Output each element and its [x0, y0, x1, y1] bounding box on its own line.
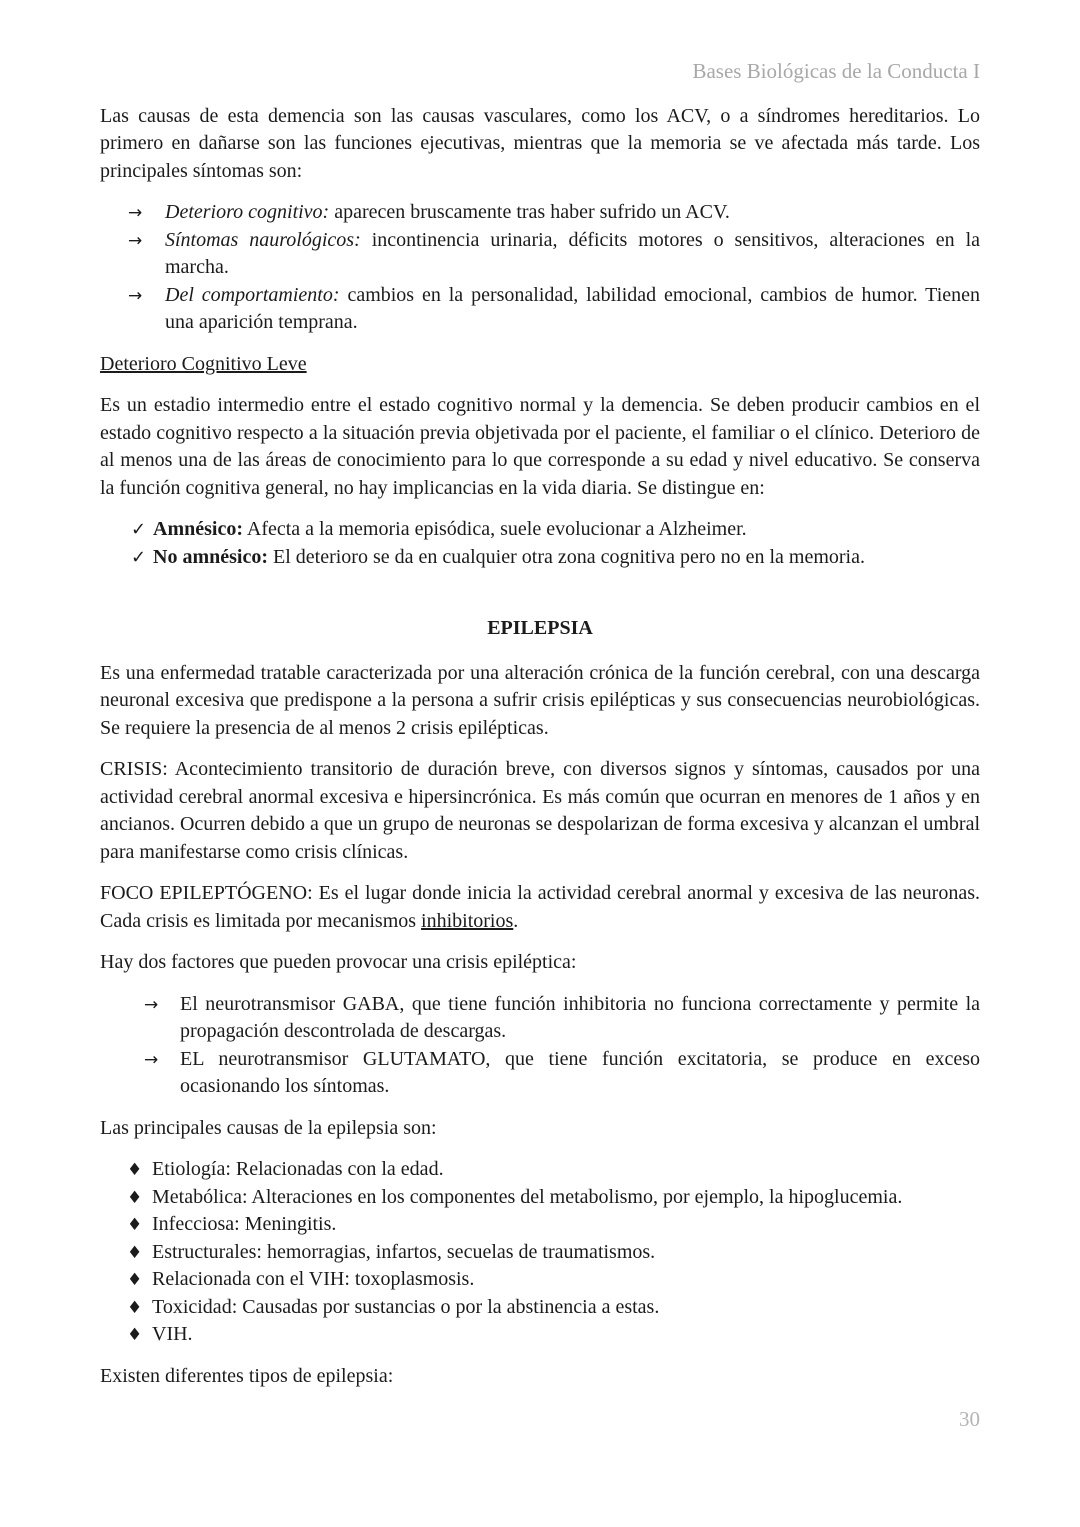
section-heading-deterioro-cognitivo-leve: Deterioro Cognitivo Leve — [100, 352, 307, 375]
list-item-label: Del comportamiento: — [165, 283, 340, 306]
list-item — [100, 1239, 980, 1267]
symptom-list — [100, 199, 980, 337]
section-heading-epilepsia: EPILEPSIA — [487, 617, 593, 639]
foco-text-end: . — [513, 909, 519, 932]
paragraph-types-intro: Existen diferentes tipos de epilepsia: — [100, 1364, 394, 1387]
list-item-text: El deterioro se da en cualquier otra zona cognitiva pero no en la memoria. — [272, 545, 865, 568]
dcl-type-list — [100, 516, 980, 571]
arrow-icon: → — [144, 994, 159, 1015]
list-item-label: Amnésico: — [153, 518, 243, 540]
paragraph-dementia-causes: Las causas de esta demencia son las causas vasculares, como los ACV, o a síndromes hereditarios. Lo primero en dañarse son las funciones ejecutivas, mientras que la memoria se ve afectada más tarde. Los principales síntomas son: — [100, 104, 980, 182]
arrow-icon: → — [128, 230, 143, 251]
list-item-label: No amnésico: — [153, 545, 268, 568]
paragraph-foco-epileptogeno — [100, 880, 980, 935]
list-item-text: aparecen bruscamente tras haber sufrido un ACV. — [334, 201, 730, 223]
list-item-label: Síntomas naurológicos: — [165, 228, 361, 251]
list-item-text: EL neurotransmisor GLUTAMATO, que tiene función excitatoria, se produce en exceso ocasionando los síntomas. — [180, 1047, 980, 1097]
list-item — [100, 282, 980, 337]
page-number: 30 — [959, 1407, 980, 1431]
list-item — [100, 1321, 980, 1349]
paragraph-causes-intro: Las principales causas de la epilepsia son: — [100, 1116, 437, 1139]
diamond-icon: ♦ — [127, 1215, 143, 1235]
list-item-text: Estructurales: hemorragias, infartos, secuelas de traumatismos. — [152, 1240, 656, 1263]
list-item-text: Etiología: Relacionadas con la edad. — [152, 1158, 444, 1180]
list-item — [100, 991, 980, 1046]
diamond-icon: ♦ — [127, 1270, 143, 1290]
list-item-text: Relacionada con el VIH: toxoplasmosis. — [152, 1268, 475, 1290]
foco-underlined-word: inhibitorios — [421, 909, 514, 932]
check-icon: ✓ — [131, 519, 147, 540]
list-item — [100, 1156, 980, 1184]
check-icon: ✓ — [131, 546, 147, 568]
list-item-text: Metabólica: Alteraciones en los componentes del metabolismo, por ejemplo, la hipoglucemia. — [152, 1185, 903, 1208]
list-item-text: Afecta a la memoria episódica, suele evolucionar a Alzheimer. — [246, 518, 747, 540]
paragraph-dcl-definition: Es un estadio intermedio entre el estado cognitivo normal y la demencia. Se deben producir cambios en el estado cognitivo respecto a la situación previa objetivada por el paciente, el familiar o el clínico. Deterioro de al menos una de las áreas de conocimiento para lo que corresponde a su edad y nivel educativo. Se conserva la función cognitiva general, no hay implicancias en la vida diaria. Se distingue en: — [100, 394, 980, 499]
list-item-text: Infecciosa: Meningitis. — [152, 1213, 337, 1235]
arrow-icon: → — [128, 203, 143, 223]
diamond-icon: ♦ — [127, 1160, 143, 1180]
list-item — [100, 1266, 980, 1294]
list-item-label: Deterioro cognitivo: — [165, 201, 330, 223]
list-item-text: VIH. — [152, 1323, 193, 1345]
list-item — [100, 544, 980, 572]
list-item — [100, 516, 980, 544]
list-item-text: incontinencia urinaria, déficits motores o sensitivos, alteraciones en la marcha. — [165, 228, 981, 278]
list-item — [100, 1184, 980, 1212]
diamond-icon: ♦ — [127, 1297, 143, 1318]
list-item-text: cambios en la personalidad, labilidad emocional, cambios de humor. Tienen una aparición temprana. — [165, 283, 980, 333]
arrow-icon: → — [144, 1049, 159, 1070]
list-item — [100, 1046, 980, 1101]
foco-text: FOCO EPILEPTÓGENO: Es el lugar donde inicia la actividad cerebral anormal y excesiva de las neuronas. Cada crisis es limitada por mecanismos — [100, 882, 980, 932]
paragraph-crisis: CRISIS: Acontecimiento transitorio de duración breve, con diversos signos y síntomas, causados por una actividad cerebral anormal excesiva e hipersincrónica. Es más común que ocurran en menores de 1 años y en ancianos. Ocurren debido a que un grupo de neuronas se despolarizan de forma excesiva y alcanzan el umbral para manifestarse como crisis clínicas. — [100, 758, 980, 863]
course-title: Bases Biológicas de la Conducta I — [692, 59, 980, 83]
list-item — [100, 1211, 980, 1239]
list-item — [100, 1294, 980, 1322]
paragraph-epilepsia-definition: Es una enfermedad tratable caracterizada por una alteración crónica de la función cerebral, con una descarga neuronal excesiva que predispone a la persona a sufrir crisis epilépticas y sus consecuencias neurobiológicas. Se requiere la presencia de al menos 2 crisis epilépticas. — [100, 661, 980, 739]
diamond-icon: ♦ — [127, 1187, 143, 1208]
diamond-icon: ♦ — [127, 1325, 143, 1345]
cause-list — [100, 1156, 980, 1349]
list-item-text: El neurotransmisor GABA, que tiene función inhibitoria no funciona correctamente y permite la propagación descontrolada de descargas. — [180, 992, 980, 1042]
paragraph-factors-intro: Hay dos factores que pueden provocar una crisis epiléptica: — [100, 951, 577, 973]
list-item — [100, 227, 980, 282]
list-item-text: Toxicidad: Causadas por sustancias o por la abstinencia a estas. — [152, 1295, 660, 1318]
running-header — [100, 58, 980, 86]
factor-list — [100, 991, 980, 1101]
list-item — [100, 199, 980, 227]
arrow-icon: → — [128, 285, 143, 306]
diamond-icon: ♦ — [127, 1242, 143, 1263]
